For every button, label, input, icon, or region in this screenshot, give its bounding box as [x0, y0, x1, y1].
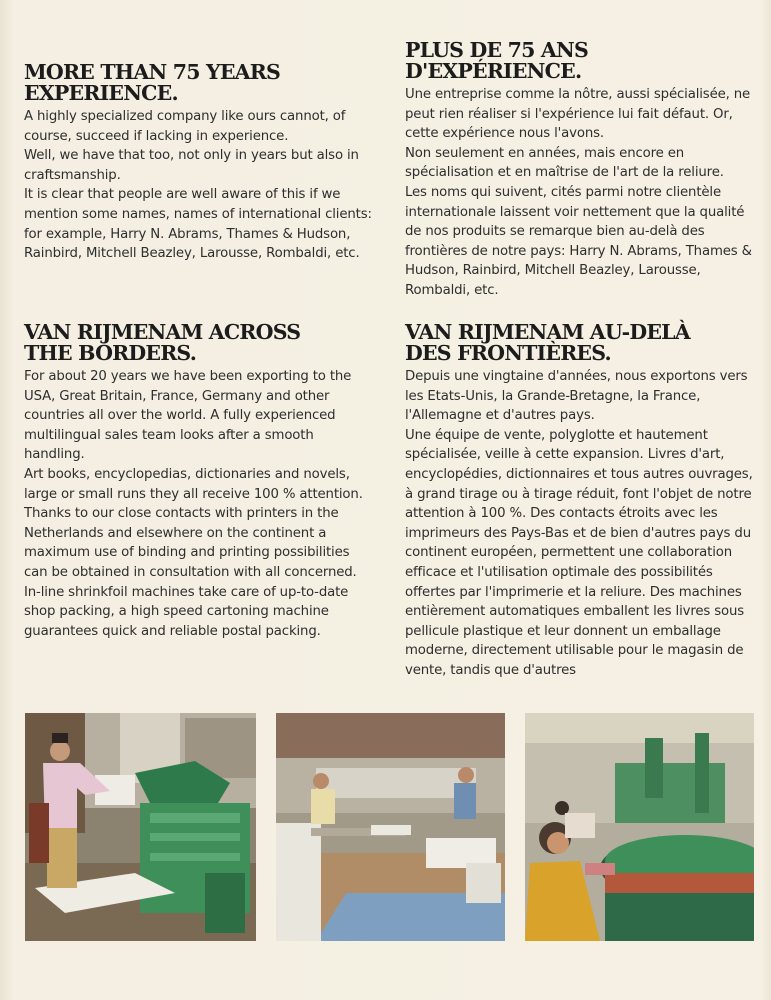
section-fr-experience: [405, 40, 755, 301]
paragraph: for example, Harry N. Abrams, Thames & Hudson, Rainbird, Mitchell Beazley, Larousse, Rombaldi, etc.: [24, 226, 360, 262]
heading-across-the-borders: VAN RIJMENAM ACROSS THE BORDERS.: [24, 320, 301, 365]
paragraph: Well, we have that too, not only in years but also in craftsmanship.: [24, 148, 359, 183]
paragraph: Depuis une vingtaine d'années, nous exportons vers les Etats-Unis, la Grande-Bretagne, la France, l'Allemagne et d'autres pays.: [405, 369, 748, 424]
section-en-experience: [24, 62, 376, 264]
photo-folding-machine: [25, 713, 256, 941]
section-fr-borders: [405, 322, 755, 681]
paragraph: Les noms qui suivent, cités parmi notre clientèle internationale laissent voir nettement que la qualité de nos produits se remarque bien au-delà des frontières de notre pays: Harry N. Abrams, Thames & Hudson, Rainbird, Mitchell Beazley, Larousse, Rombaldi, etc.: [405, 184, 752, 298]
text-fr-experience: [405, 85, 755, 301]
photo-packing-hall: [276, 713, 505, 941]
paragraph: Art books, encyclopedias, dictionaries and novels, large or small runs they all receive 100 % attention.: [24, 466, 363, 502]
heading-au-dela-des-frontieres: VAN RIJMENAM AU-DELÀ DES FRONTIÈRES.: [405, 320, 690, 365]
paragraph: Non seulement en années, mais encore en spécialisation et en maîtrise de l'art de la reliure.: [405, 145, 724, 181]
paragraph: In-line shrinkfoil machines take care of up-to-date shop packing, a high speed cartoning machine guarantees quick and reliable postal packing.: [24, 584, 349, 639]
paragraph: Thanks to our close contacts with printers in the Netherlands and elsewhere on the continent a maximum use of binding and printing possibilities can be obtained in consultation with all concerned.: [24, 506, 357, 580]
paragraph: It is clear that people are well aware of this if we mention some names, names of international clients:: [24, 187, 372, 222]
photo-carousel-machine: [525, 713, 754, 941]
text-fr-borders: [405, 367, 755, 681]
paragraph: For about 20 years we have been exporting to the USA, Great Britain, France, Germany and other countries all over the world. A fully experienced multilingual sales team looks after a smooth handling.: [24, 369, 352, 463]
text-en-experience: [24, 107, 376, 264]
section-en-borders: [24, 322, 376, 641]
heading-plus-de-75-ans: PLUS DE 75 ANS D'EXPÉRIENCE.: [405, 38, 588, 83]
paragraph: Une équipe de vente, polyglotte et hautement spécialisée, veille à cette expansion. Livres d'art, encyclopédies, dictionnaires et tous autres ouvrages, à grand tirage ou à tirage réduit, font l'objet de notre attention à 100 %. Des contacts étroits avec les imprimeurs des Pays-Bas et de bien d'autres pays du continent européen, permettent une collaboration efficace et l'utilisation optimale des possibilités offertes par l'imprimerie et la reliure. Des machines entièrement automatiques emballent les livres sous pellicule plastique et leur donnent un emballage moderne, directement utilisable pour le magasin de vente, tandis que d'autres: [405, 427, 753, 678]
paragraph: Une entreprise comme la nôtre, aussi spécialisée, ne peut rien réaliser si l'expérience lui fait défaut. Or, cette expérience nous l'avons.: [405, 87, 751, 142]
text-en-borders: [24, 367, 376, 641]
paragraph: A highly specialized company like ours cannot, of course, succeed if lacking in experience.: [24, 109, 346, 144]
heading-more-than-75-years: MORE THAN 75 YEARS EXPERIENCE.: [24, 60, 281, 105]
